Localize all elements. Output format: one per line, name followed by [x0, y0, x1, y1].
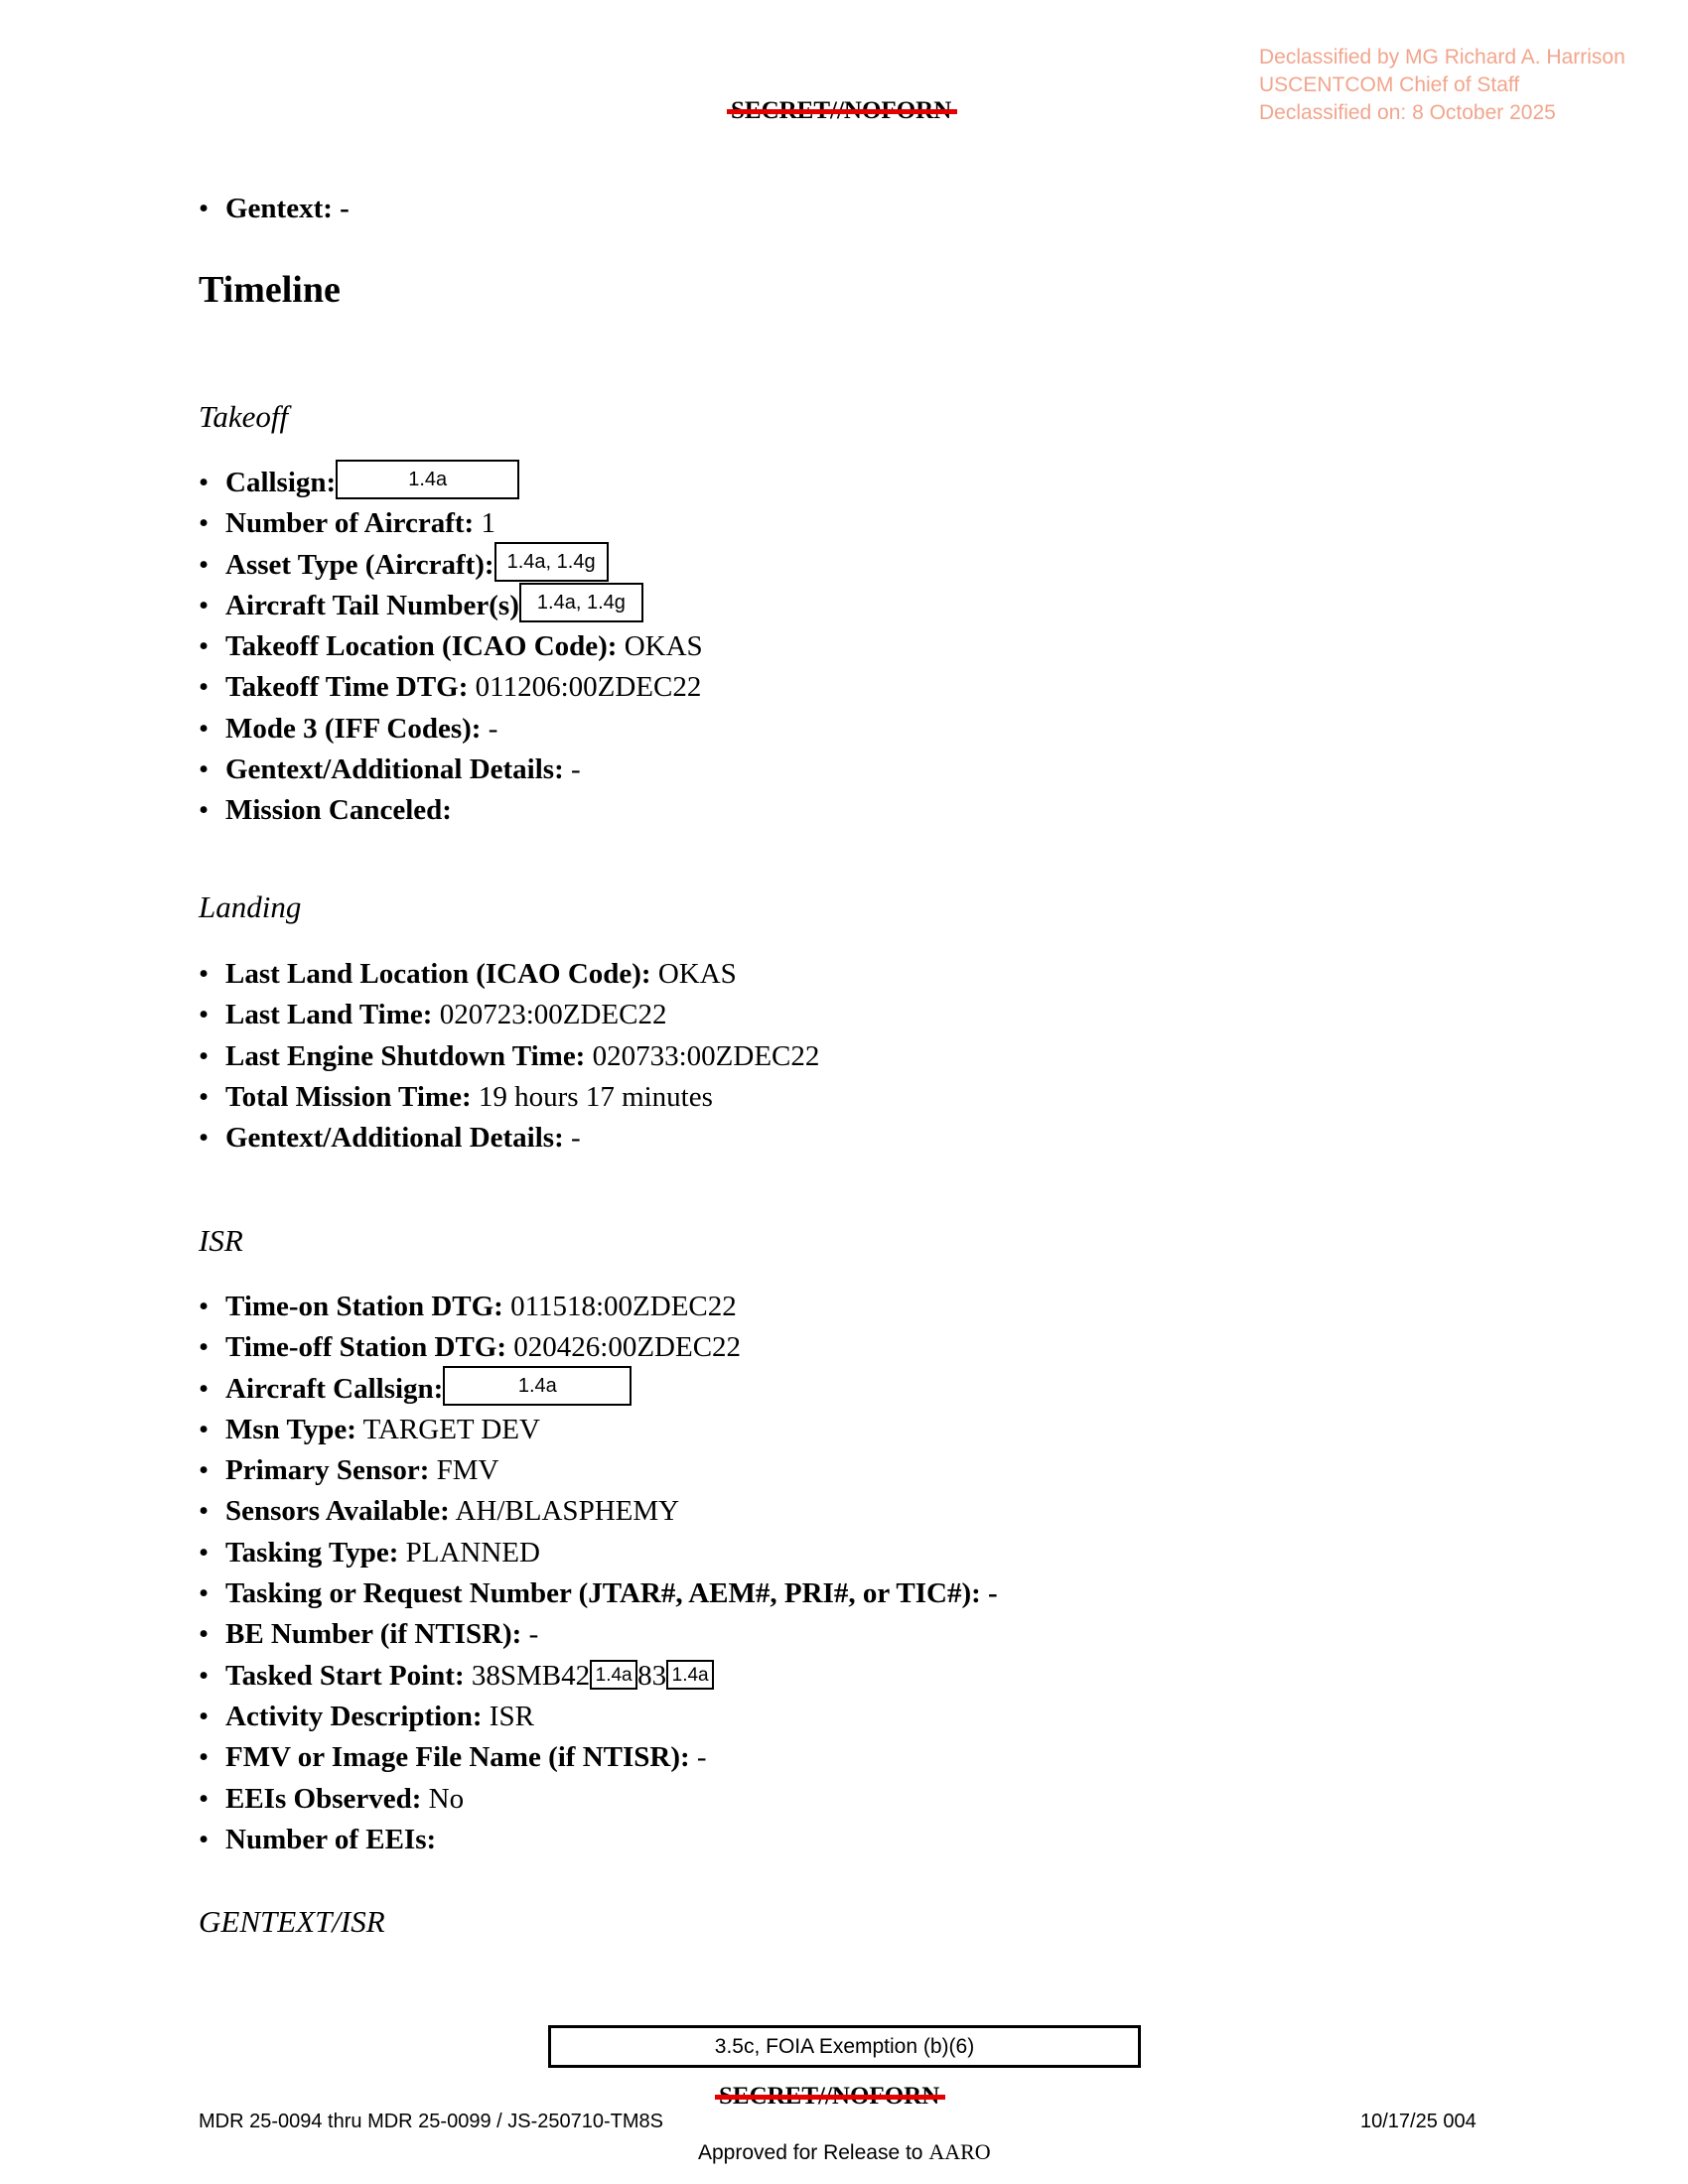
approval-text: Approved for Release to [698, 2141, 929, 2164]
list-item: • Activity Description: ISR [199, 1697, 998, 1737]
list-item: • Mode 3 (IFF Codes): - [199, 709, 703, 750]
stamp-line-2: USCENTCOM Chief of Staff [1259, 73, 1520, 96]
landing-list [199, 954, 819, 1159]
list-item: • Gentext/Additional Details: - [199, 1118, 819, 1159]
list-item: • Aircraft Callsign: 1.4a [199, 1369, 998, 1410]
list-item: • Mission Canceled: [199, 790, 703, 831]
redaction-box: 1.4a [590, 1660, 637, 1690]
stamp-line-3: Declassified on: 8 October 2025 [1259, 101, 1556, 124]
isr-list [199, 1287, 998, 1860]
section-title-landing: Landing [199, 889, 302, 924]
list-item: • Msn Type: TARGET DEV [199, 1410, 998, 1450]
exemption-redaction-box: 3.5c, FOIA Exemption (b)(6) [548, 2025, 1141, 2068]
list-item: • Number of EEIs: [199, 1820, 998, 1860]
list-item: • Callsign: 1.4a [199, 463, 703, 503]
list-item: • Tasked Start Point: 38SMB42 1.4a 83 1.4a [199, 1656, 998, 1697]
list-item: • Last Land Time: 020723:00ZDEC22 [199, 995, 819, 1035]
list-item: • FMV or Image File Name (if NTISR): - [199, 1737, 998, 1778]
redaction-box: 1.4a, 1.4g [494, 542, 609, 582]
list-item: • Number of Aircraft: 1 [199, 503, 703, 544]
footer-case-number: MDR 25-0094 thru MDR 25-0099 / JS-250710-TM8S [199, 2111, 663, 2132]
section-title-isr: ISR [199, 1223, 243, 1258]
redaction-box: 1.4a [666, 1660, 714, 1690]
footer-approval [698, 2139, 991, 2165]
classification-strikethrough [727, 109, 957, 114]
list-item: • Last Engine Shutdown Time: 020733:00ZDEC22 [199, 1036, 819, 1077]
redaction-box: 1.4a, 1.4g [519, 583, 643, 622]
declassification-stamp [1259, 44, 1625, 127]
list-item: • EEIs Observed: No [199, 1779, 998, 1820]
list-item: • Aircraft Tail Number(s) 1.4a, 1.4g [199, 586, 703, 626]
section-title-gentext-isr: GENTEXT/ISR [199, 1904, 385, 1939]
footer-date-page: 10/17/25 004 [1360, 2111, 1477, 2132]
classification-banner-top [731, 97, 951, 125]
classification-banner-bottom [719, 2083, 939, 2111]
list-item: • Gentext/Additional Details: - [199, 750, 703, 790]
approval-agency: AARO [928, 2139, 991, 2164]
gentext-list [199, 189, 350, 229]
list-item: • Primary Sensor: FMV [199, 1450, 998, 1491]
list-item: • Total Mission Time: 19 hours 17 minutes [199, 1077, 819, 1118]
list-item: • Gentext: - [199, 189, 350, 229]
list-item: • Tasking or Request Number (JTAR#, AEM#, PRI#, or TIC#): - [199, 1573, 998, 1614]
stamp-line-1: Declassified by MG Richard A. Harrison [1259, 46, 1625, 68]
list-item: • Takeoff Time DTG: 011206:00ZDEC22 [199, 667, 703, 708]
list-item: • BE Number (if NTISR): - [199, 1614, 998, 1655]
list-item: • Tasking Type: PLANNED [199, 1533, 998, 1573]
takeoff-list [199, 463, 703, 832]
list-item: • Sensors Available: AH/BLASPHEMY [199, 1491, 998, 1532]
list-item: • Last Land Location (ICAO Code): OKAS [199, 954, 819, 995]
list-item: • Asset Type (Aircraft): 1.4a, 1.4g [199, 545, 703, 586]
list-item: • Takeoff Location (ICAO Code): OKAS [199, 626, 703, 667]
list-item: • Time-on Station DTG: 011518:00ZDEC22 [199, 1287, 998, 1327]
section-title-takeoff: Takeoff [199, 399, 289, 434]
redaction-box: 1.4a [336, 460, 519, 499]
page-title: Timeline [199, 269, 341, 311]
redaction-box: 1.4a [443, 1366, 632, 1406]
list-item: • Time-off Station DTG: 020426:00ZDEC22 [199, 1327, 998, 1368]
classification-strikethrough [715, 2095, 945, 2100]
